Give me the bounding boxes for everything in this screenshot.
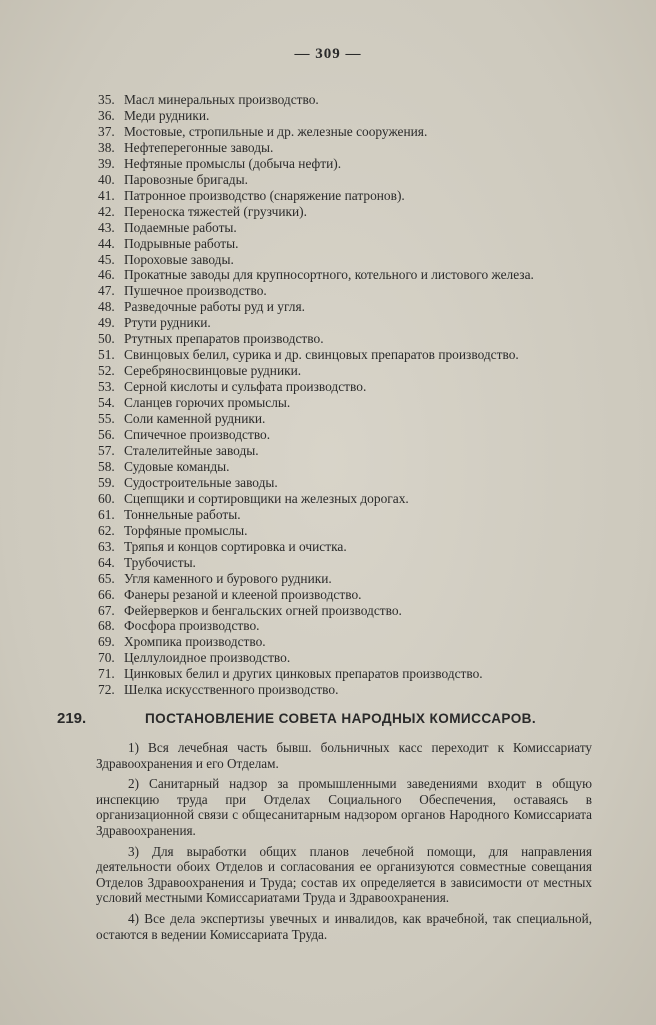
list-item-text: Трубочисты. xyxy=(124,554,196,570)
decree-body xyxy=(96,740,592,947)
list-item-number: 36. xyxy=(98,107,115,123)
list-item xyxy=(98,236,608,252)
list-item-number: 53. xyxy=(98,379,115,395)
section-number: 219. xyxy=(57,710,87,727)
list-item-number: 38. xyxy=(98,139,115,155)
paragraph-2: 2) Санитарный надзор за промышленными заведениями входит в общую инспекцию труда при Отделах Социального Обеспечения, оставаясь в организационной связи с общесанитарным надзором органов Народного Комиссариата Здравоохранения. xyxy=(96,776,592,838)
list-item-text: Переноска тяжестей (грузчики). xyxy=(124,203,307,219)
list-item xyxy=(98,618,608,634)
list-item-number: 68. xyxy=(98,618,115,634)
list-item xyxy=(98,395,608,411)
list-item-text: Пушечное производство. xyxy=(124,283,267,299)
list-item-number: 57. xyxy=(98,442,115,458)
section-heading xyxy=(57,710,617,732)
list-item-text: Нефтяные промыслы (добыча нефти). xyxy=(124,155,342,171)
list-item-number: 62. xyxy=(98,522,115,538)
list-item-text: Мостовые, стропильные и др. железные сооружения. xyxy=(124,123,428,139)
list-item-text: Сталелитейные заводы. xyxy=(124,442,259,458)
occupation-list xyxy=(98,92,608,698)
list-item-text: Нефтеперегонные заводы. xyxy=(124,139,274,155)
list-item-text: Соли каменной рудники. xyxy=(124,411,266,427)
list-item xyxy=(98,555,608,571)
list-item xyxy=(98,140,608,156)
list-item-text: Сланцев горючих промыслы. xyxy=(124,395,291,411)
list-item-number: 42. xyxy=(98,203,115,219)
list-item xyxy=(98,603,608,619)
list-item-number: 52. xyxy=(98,363,115,379)
list-item-text: Тряпья и концов сортировка и очистка. xyxy=(124,538,347,554)
list-item-number: 49. xyxy=(98,315,115,331)
list-item-text: Хромпика производство. xyxy=(124,634,266,650)
list-item-text: Масл минеральных производство. xyxy=(124,92,319,107)
list-item-text: Патронное производство (снаряжение патронов). xyxy=(124,187,405,203)
list-item-text: Ртутных препаратов производство. xyxy=(124,331,324,347)
list-item-text: Спичечное производство. xyxy=(124,427,271,443)
list-item-number: 67. xyxy=(98,602,115,618)
list-item-number: 71. xyxy=(98,666,115,682)
list-item xyxy=(98,539,608,555)
list-item-number: 50. xyxy=(98,331,115,347)
list-item-text: Пороховые заводы. xyxy=(124,251,234,267)
list-item-number: 72. xyxy=(98,682,115,698)
list-item-number: 45. xyxy=(98,251,115,267)
list-item xyxy=(98,587,608,603)
list-item xyxy=(98,363,608,379)
list-item-number: 43. xyxy=(98,219,115,235)
list-item-text: Фанеры резаной и клееной производство. xyxy=(124,586,362,602)
list-item xyxy=(98,108,608,124)
section-title: ПОСТАНОВЛЕНИЕ СОВЕТА НАРОДНЫХ КОМИССАРОВ. xyxy=(145,711,537,726)
list-item xyxy=(98,682,608,698)
paragraph-4: 4) Все дела экспертизы увечных и инвалидов, как врачебной, так специальной, остаются в ведении Комиссариата Труда. xyxy=(96,910,592,942)
list-item-text: Серной кислоты и сульфата производство. xyxy=(124,379,367,395)
list-item xyxy=(98,252,608,268)
list-item-text: Фосфора производство. xyxy=(124,618,260,634)
list-item-number: 41. xyxy=(98,187,115,203)
list-item-number: 55. xyxy=(98,411,115,427)
list-item-number: 48. xyxy=(98,299,115,315)
list-item-number: 54. xyxy=(98,395,115,411)
list-item-number: 37. xyxy=(98,123,115,139)
list-item xyxy=(98,523,608,539)
list-item-number: 60. xyxy=(98,490,115,506)
list-item xyxy=(98,459,608,475)
list-item-text: Судостроительные заводы. xyxy=(124,474,278,490)
list-item xyxy=(98,491,608,507)
list-item xyxy=(98,634,608,650)
list-item-number: 46. xyxy=(98,267,115,283)
list-item xyxy=(98,379,608,395)
list-item xyxy=(98,331,608,347)
list-item xyxy=(98,283,608,299)
list-item xyxy=(98,156,608,172)
list-item-text: Меди рудники. xyxy=(124,107,210,123)
list-item xyxy=(98,411,608,427)
list-item-number: 64. xyxy=(98,554,115,570)
list-item-text: Свинцовых белил, сурика и др. свинцовых препаратов производство. xyxy=(124,347,519,363)
paragraph-1: 1) Вся лечебная часть бывш. больничных касс переходит к Комиссариату Здравоохранения и его Отделам. xyxy=(96,740,592,771)
list-item xyxy=(98,507,608,523)
list-item xyxy=(98,666,608,682)
list-item xyxy=(98,124,608,140)
list-item-text: Шелка искусственного производство. xyxy=(124,682,339,698)
list-item xyxy=(98,571,608,587)
list-item-text: Подаемные работы. xyxy=(124,219,237,235)
page-number: — 309 — xyxy=(294,46,362,62)
list-item xyxy=(98,204,608,220)
list-item xyxy=(98,347,608,363)
list-item-text: Целлулоидное производство. xyxy=(124,650,291,666)
list-item xyxy=(98,188,608,204)
list-item xyxy=(98,172,608,188)
list-item-text: Цинковых белил и других цинковых препаратов производство. xyxy=(124,666,483,682)
list-item-number: 35. xyxy=(98,92,115,107)
list-item-text: Судовые команды. xyxy=(124,458,230,474)
list-item-text: Ртути рудники. xyxy=(124,315,211,331)
list-item xyxy=(98,220,608,236)
list-item-number: 47. xyxy=(98,283,115,299)
list-item-number: 65. xyxy=(98,570,115,586)
list-item xyxy=(98,427,608,443)
list-item-number: 56. xyxy=(98,427,115,443)
list-item-number: 58. xyxy=(98,458,115,474)
list-item xyxy=(98,267,608,283)
list-item-number: 40. xyxy=(98,171,115,187)
list-item xyxy=(98,650,608,666)
list-item xyxy=(98,443,608,459)
list-item-text: Фейерверков и бенгальских огней производство. xyxy=(124,602,402,618)
list-item xyxy=(98,475,608,491)
list-item-text: Угля каменного и бурового рудники. xyxy=(124,570,332,586)
list-item-number: 70. xyxy=(98,650,115,666)
list-item-text: Тоннельные работы. xyxy=(124,506,241,522)
list-item xyxy=(98,92,608,108)
list-item-text: Прокатные заводы для крупносортного, котельного и листового железа. xyxy=(124,267,534,283)
list-item-number: 59. xyxy=(98,474,115,490)
list-item-number: 69. xyxy=(98,634,115,650)
list-item-number: 39. xyxy=(98,155,115,171)
list-item-text: Торфяные промыслы. xyxy=(124,522,248,538)
list-item-number: 63. xyxy=(98,538,115,554)
list-item xyxy=(98,315,608,331)
paragraph-3: 3) Для выработки общих планов лечебной помощи, для направления деятельности обоих Отделов и согласования ее организуются совместные совещания Отделов Здравоохранения и Труда; состав их определяется в зависимости от местных условий местными Комиссариатами Труда и Здравоохранения. xyxy=(96,843,592,906)
list-item-number: 66. xyxy=(98,586,115,602)
list-item-text: Подрывные работы. xyxy=(124,235,239,251)
list-item xyxy=(98,299,608,315)
list-item-text: Паровозные бригады. xyxy=(124,171,248,187)
list-item-text: Сцепщики и сортировщики на железных дорогах. xyxy=(124,490,409,506)
list-item-text: Разведочные работы руд и угля. xyxy=(124,299,305,315)
list-item-text: Серебряносвинцовые рудники. xyxy=(124,363,302,379)
list-item-number: 51. xyxy=(98,347,115,363)
list-item-number: 44. xyxy=(98,235,115,251)
list-item-number: 61. xyxy=(98,506,115,522)
